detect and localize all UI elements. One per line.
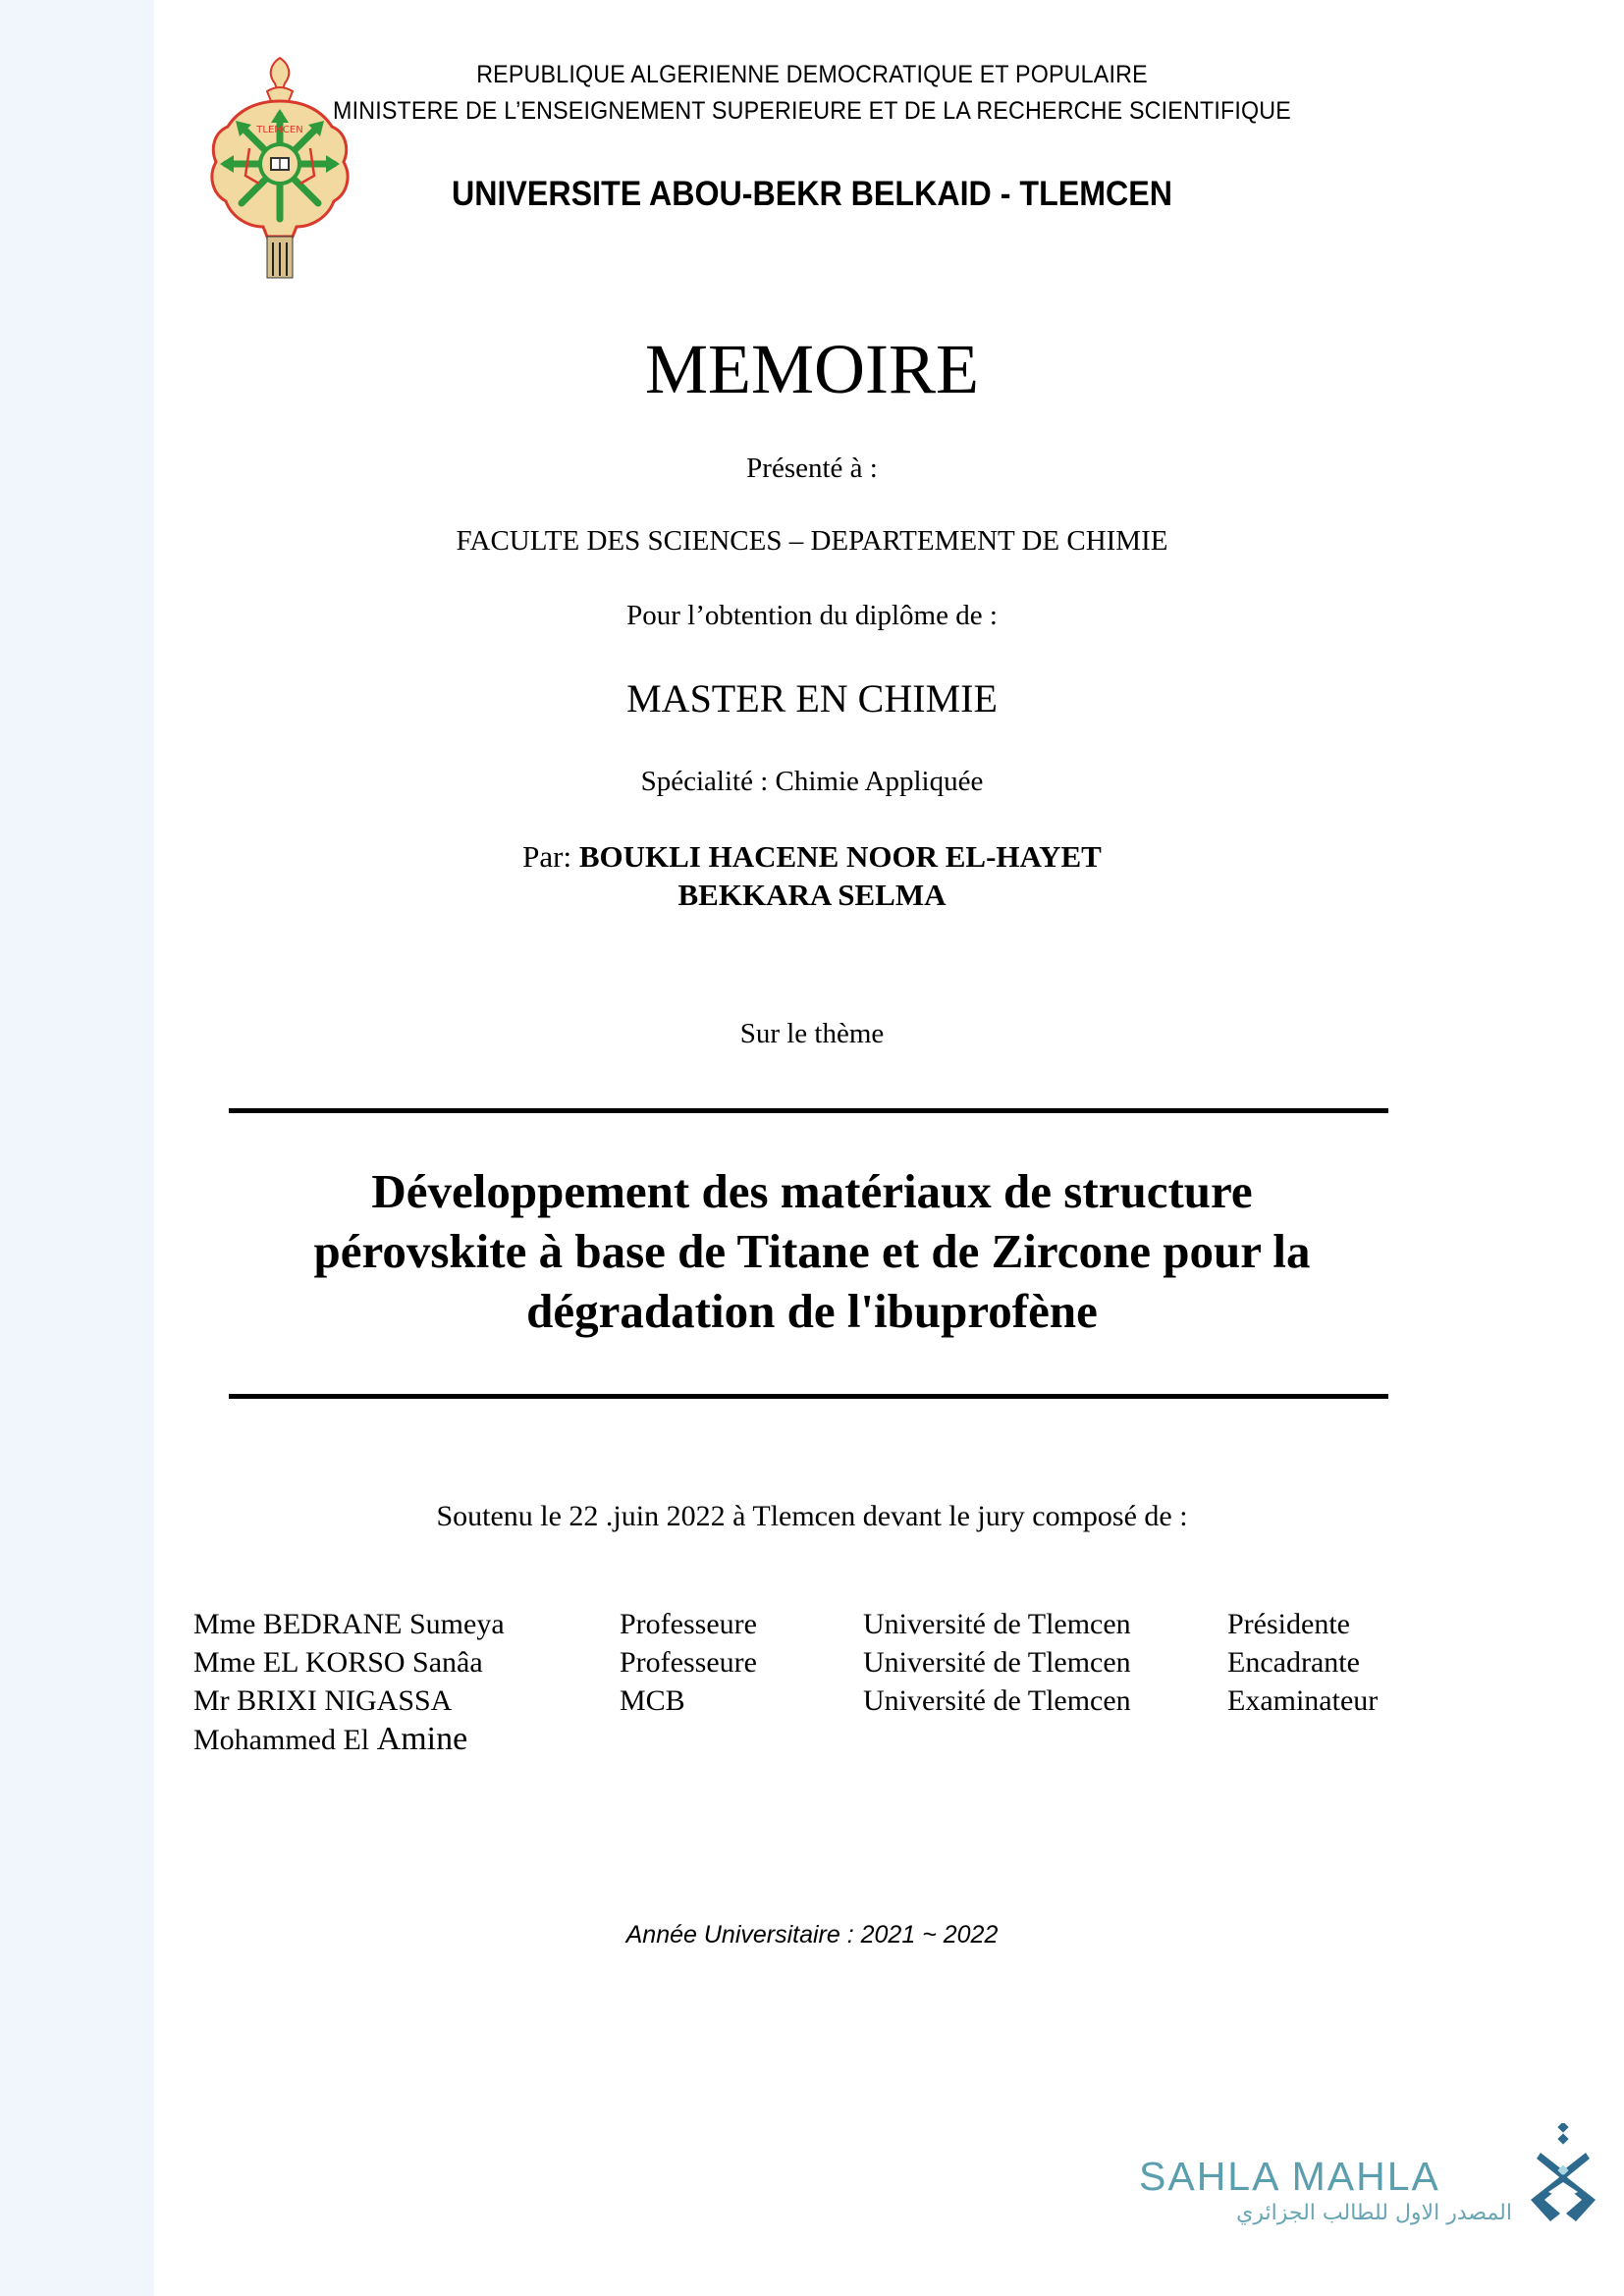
degree-name: MASTER EN CHIMIE [626,676,998,721]
degree-intro: Pour l’obtention du diplôme de : [626,600,998,631]
jury-role: Encadrante [1227,1646,1360,1679]
republic-heading: REPUBLIQUE ALGERIENNE DEMOCRATIQUE ET POPULAIRE [476,61,1148,88]
jury-role: Présidente [1227,1608,1350,1640]
jury-name-continuation: Mohammed El Amine [193,1721,468,1757]
jury-name: Mme EL KORSO Sanâa [193,1646,483,1679]
jury-table [193,1605,1379,1763]
watermark-tagline: المصدر الاول للطالب الجزائري [1236,2201,1512,2225]
jury-grade: Professeure [620,1646,757,1679]
sahla-mahla-logo-icon [1527,2123,1600,2226]
by-label: Par: [522,839,579,874]
title-line: dégradation de l'ibuprofène [526,1284,1098,1338]
jury-grade: MCB [620,1684,685,1717]
title-line: pérovskite à base de Titane et de Zircone pour la [313,1224,1311,1278]
specialty: Spécialité : Chimie Appliquée [640,766,984,797]
left-margin-strip [0,0,154,2296]
watermark-brand: SAHLA MAHLA [1139,2154,1440,2199]
jury-name: Mr BRIXI NIGASSA [193,1684,453,1717]
title-line: Développement des matériaux de structure [371,1164,1253,1218]
jury-row [193,1643,1360,1682]
author-1: BOUKLI HACENE NOOR EL-HAYET [578,839,1102,874]
jury-institution: Université de Tlemcen [863,1684,1131,1717]
jury-grade: Professeure [620,1608,757,1640]
title-bottom-rule [229,1394,1388,1399]
university-name: UNIVERSITE ABOU-BEKR BELKAID - TLEMCEN [451,175,1173,213]
jury-role: Examinateur [1227,1684,1379,1717]
academic-year: Année Universitaire : 2021 ~ 2022 [625,1921,999,1949]
svg-text:TLEMCEN: TLEMCEN [256,125,303,135]
presented-to-label: Présenté à : [746,453,878,484]
title-top-rule [229,1108,1388,1113]
ministry-heading: MINISTERE DE L’ENSEIGNEMENT SUPERIEURE ET DE LA RECHERCHE SCIENTIFIQUE [333,97,1291,125]
theme-label: Sur le thème [739,1018,885,1049]
jury-name: Mme BEDRANE Sumeya [193,1608,505,1640]
jury-institution: Université de Tlemcen [863,1646,1131,1679]
document-type: MEMOIRE [645,330,979,408]
jury-row [193,1682,1379,1720]
author-2: BEKKARA SELMA [677,878,947,912]
jury-row [193,1605,1350,1643]
authors-line [154,839,1470,875]
defense-statement: Soutenu le 22 .juin 2022 à Tlemcen devant le jury composé de : [436,1500,1188,1532]
thesis-title [154,1161,1470,1341]
faculty-department: FACULTE DES SCIENCES – DEPARTEMENT DE CHIMIE [456,525,1168,557]
jury-institution: Université de Tlemcen [863,1608,1131,1640]
